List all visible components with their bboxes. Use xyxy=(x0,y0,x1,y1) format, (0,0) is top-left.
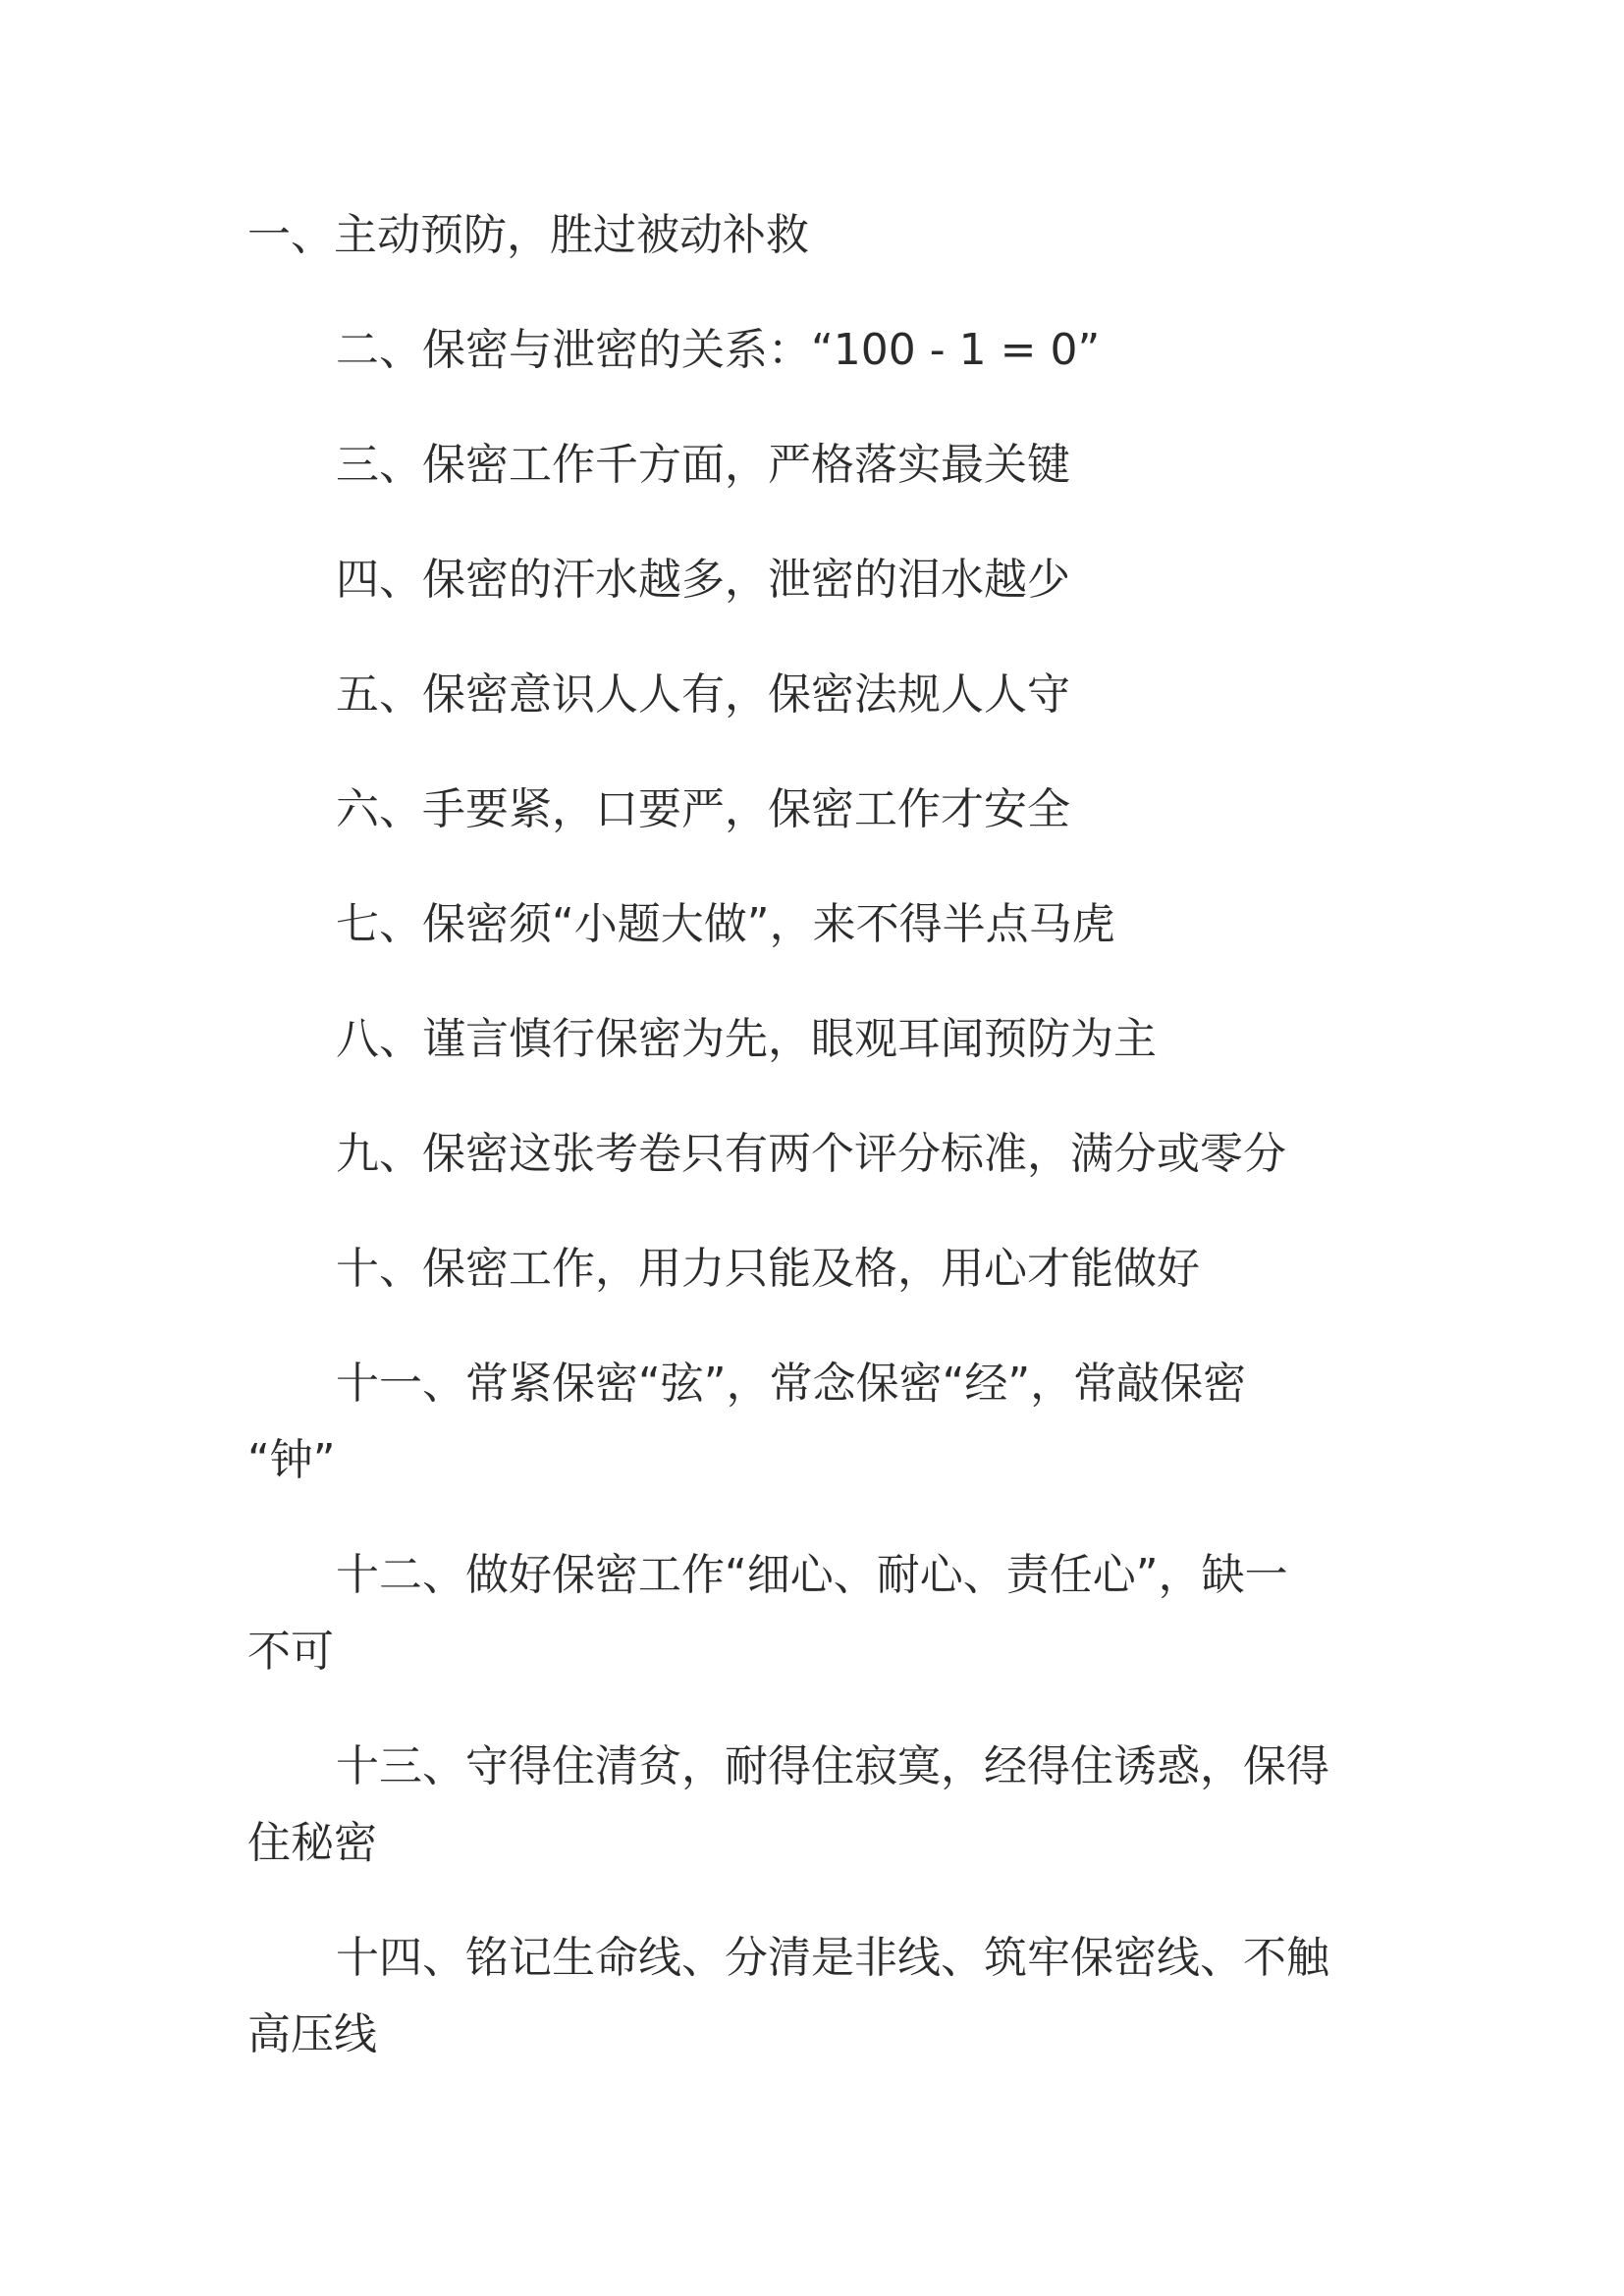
paragraph-line: 七、保密须“小题大做”，来不得半点马虎 xyxy=(336,899,1115,949)
paragraph-6 xyxy=(247,772,1352,848)
paragraph-5 xyxy=(247,657,1352,733)
paragraph-1 xyxy=(247,197,1352,274)
paragraph-13 xyxy=(247,1729,1352,1882)
paragraph-line: 十二、做好保密工作“细心、耐心、责任心”，缺一 xyxy=(336,1550,1288,1600)
paragraph-line: 六、手要紧，口要严，保密工作才安全 xyxy=(336,784,1070,834)
paragraph-line: 高压线 xyxy=(247,2009,377,2059)
paragraph-line: 八、谨言慎行保密为先，眼观耳闻预防为主 xyxy=(336,1014,1157,1064)
paragraph-line: “钟” xyxy=(247,1435,336,1485)
paragraph-3 xyxy=(247,427,1352,504)
paragraph-10 xyxy=(247,1231,1352,1308)
paragraph-9 xyxy=(247,1116,1352,1193)
paragraph-2 xyxy=(247,312,1352,389)
paragraph-line: 十四、铭记生命线、分清是非线、筑牢保密线、不触 xyxy=(336,1933,1329,1983)
paragraph-line: 十三、守得住清贫，耐得住寂寞，经得住诱惑，保得 xyxy=(336,1741,1329,1791)
paragraph-line: 十一、常紧保密“弦”，常念保密“经”，常敲保密 xyxy=(336,1359,1247,1409)
paragraph-line: 住秘密 xyxy=(247,1818,377,1868)
paragraph-14 xyxy=(247,1920,1352,2073)
paragraph-12 xyxy=(247,1537,1352,1690)
paragraph-line: 二、保密与泄密的关系：“100 - 1 = 0” xyxy=(336,325,1101,375)
paragraph-line: 一、主动预防，胜过被动补救 xyxy=(247,210,809,260)
paragraph-line: 四、保密的汗水越多，泄密的泪水越少 xyxy=(336,555,1070,605)
paragraph-line: 十、保密工作，用力只能及格，用心才能做好 xyxy=(336,1244,1200,1294)
paragraph-line: 九、保密这张考卷只有两个评分标准，满分或零分 xyxy=(336,1129,1286,1179)
paragraph-line: 不可 xyxy=(247,1627,334,1677)
paragraph-8 xyxy=(247,1001,1352,1078)
paragraph-line: 五、保密意识人人有，保密法规人人守 xyxy=(336,669,1070,720)
paragraph-line: 三、保密工作千方面，严格落实最关键 xyxy=(336,440,1070,490)
paragraph-4 xyxy=(247,542,1352,618)
document-page xyxy=(247,197,1352,2111)
paragraph-11 xyxy=(247,1346,1352,1499)
paragraph-7 xyxy=(247,886,1352,963)
